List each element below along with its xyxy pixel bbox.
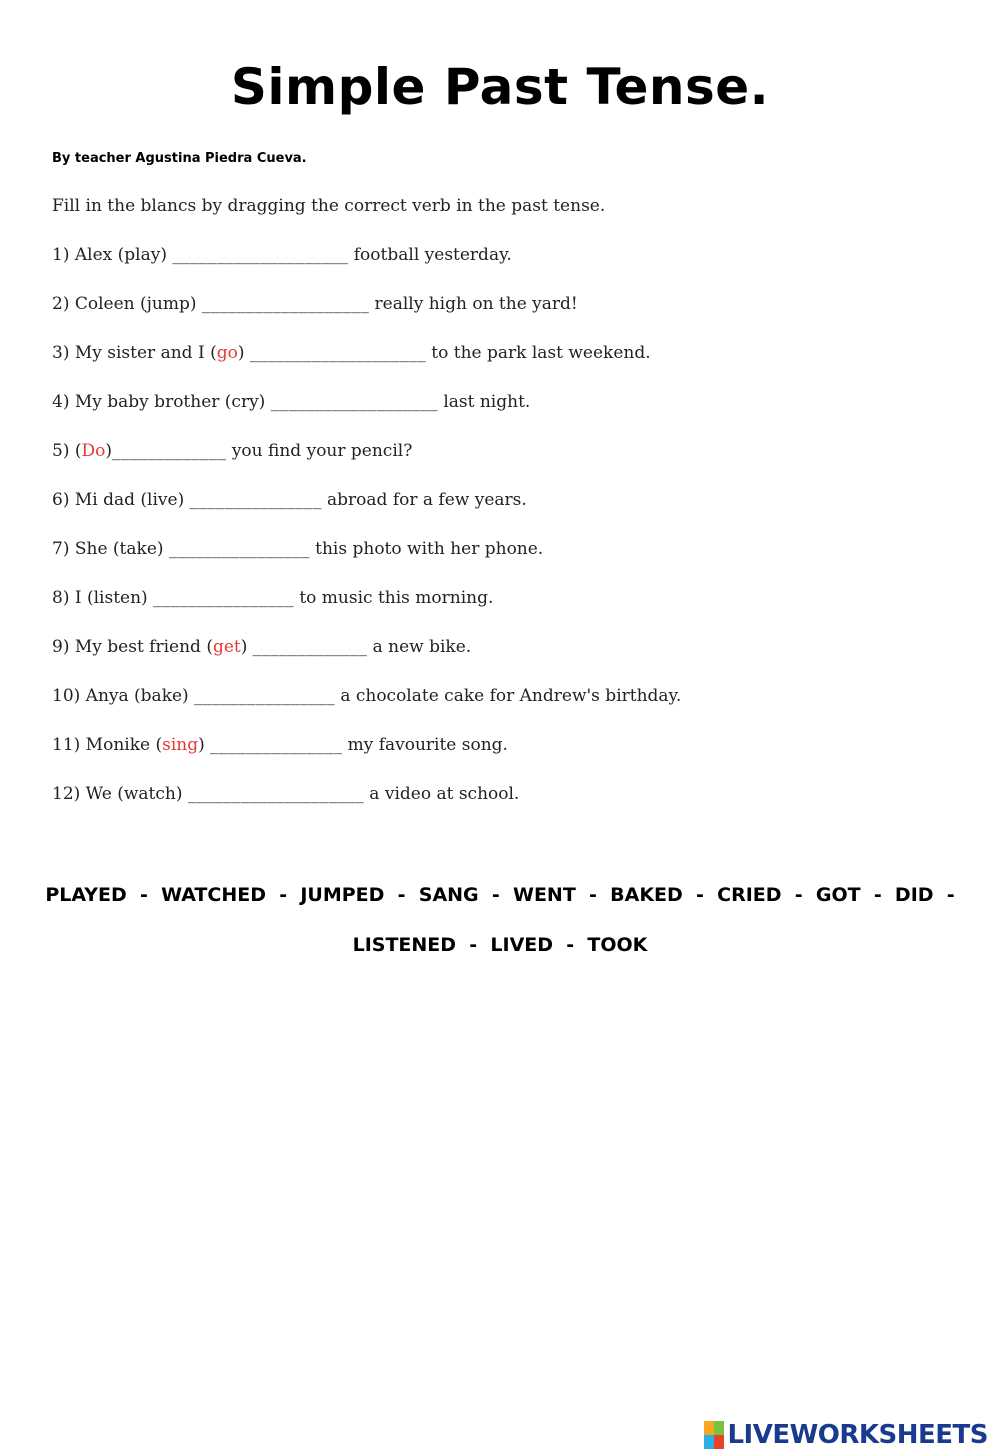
answer-blank[interactable]: ________________ bbox=[168, 539, 310, 559]
answer-blank[interactable]: ____________________ bbox=[172, 245, 349, 265]
paren-close: ) bbox=[198, 735, 205, 755]
answer-blank[interactable]: ___________________ bbox=[201, 294, 370, 314]
exercise-number: 5) bbox=[52, 441, 70, 461]
exercise-prompt: Mi dad (live) bbox=[74, 490, 185, 510]
exercise-item bbox=[52, 441, 952, 461]
exercise-item bbox=[52, 637, 952, 657]
exercise-continuation: last night. bbox=[443, 392, 531, 412]
exercise-prompt: My baby brother (cry) bbox=[74, 392, 266, 412]
exercise-continuation: a video at school. bbox=[369, 784, 520, 804]
paren-close: ) bbox=[240, 637, 248, 657]
exercise-item bbox=[52, 588, 952, 608]
logo-text: LIVEWORKSHEETS bbox=[727, 1420, 988, 1450]
exercise-prompt: My sister and I ( bbox=[74, 343, 217, 363]
exercise-item bbox=[52, 735, 952, 755]
answer-blank[interactable]: _____________ bbox=[112, 441, 227, 461]
exercise-item bbox=[52, 490, 952, 510]
exercise-number: 11) bbox=[52, 735, 81, 755]
exercise-item bbox=[52, 784, 952, 804]
exercise-number: 8) bbox=[52, 588, 70, 608]
exercise-item bbox=[52, 294, 952, 314]
exercise-number: 10) bbox=[52, 686, 81, 706]
exercise-prompt: My best friend ( bbox=[74, 637, 213, 657]
answer-blank[interactable]: ________________ bbox=[153, 588, 294, 608]
exercise-continuation: my favourite song. bbox=[347, 735, 508, 755]
author-credit: By teacher Agustina Piedra Cueva. bbox=[52, 151, 307, 166]
irregular-verb-hint: Do bbox=[81, 441, 106, 461]
irregular-verb-hint: get bbox=[212, 637, 241, 657]
word-bank-line-1: PLAYED - WATCHED - JUMPED - SANG - WENT - BAKED - CRIED - GOT - DID - bbox=[45, 884, 955, 906]
exercise-continuation: really high on the yard! bbox=[374, 294, 578, 314]
exercise-continuation: a new bike. bbox=[372, 637, 472, 657]
exercise-number: 3) bbox=[52, 343, 70, 363]
answer-blank[interactable]: ___________________ bbox=[270, 392, 438, 412]
exercise-number: 2) bbox=[52, 294, 70, 314]
exercise-item bbox=[52, 686, 952, 706]
exercise-continuation: abroad for a few years. bbox=[327, 490, 527, 510]
exercise-continuation: to music this morning. bbox=[299, 588, 494, 608]
answer-blank[interactable]: ____________________ bbox=[187, 784, 364, 804]
exercise-item bbox=[52, 245, 952, 265]
exercise-item bbox=[52, 539, 952, 559]
answer-blank[interactable]: ____________________ bbox=[249, 343, 426, 363]
exercise-continuation: a chocolate cake for Andrew's birthday. bbox=[340, 686, 682, 706]
liveworksheets-logo bbox=[704, 1420, 988, 1450]
paren-close: ) bbox=[105, 441, 113, 461]
answer-blank[interactable]: _____________ bbox=[252, 637, 368, 657]
exercise-number: 9) bbox=[52, 637, 70, 657]
exercise-prompt: Monike ( bbox=[85, 735, 163, 755]
exercise-prompt: She (take) bbox=[74, 539, 164, 559]
irregular-verb-hint: sing bbox=[162, 735, 199, 755]
exercise-prompt: Anya (bake) bbox=[85, 686, 189, 706]
exercise-prompt: Coleen (jump) bbox=[74, 294, 197, 314]
word-bank-line-2: LISTENED - LIVED - TOOK bbox=[352, 934, 648, 956]
answer-blank[interactable]: _______________ bbox=[189, 490, 322, 510]
exercise-continuation: to the park last weekend. bbox=[431, 343, 651, 363]
exercise-continuation: this photo with her phone. bbox=[315, 539, 544, 559]
exercise-prompt: ( bbox=[74, 441, 82, 461]
exercise-item bbox=[52, 392, 952, 412]
paren-close: ) bbox=[237, 343, 245, 363]
exercise-prompt: Alex (play) bbox=[74, 245, 167, 265]
exercise-number: 1) bbox=[52, 245, 70, 265]
exercise-number: 12) bbox=[52, 784, 81, 804]
answer-blank[interactable]: _______________ bbox=[210, 735, 343, 755]
exercise-number: 4) bbox=[52, 392, 70, 412]
exercise-prompt: We (watch) bbox=[85, 784, 183, 804]
exercise-continuation: you find your pencil? bbox=[231, 441, 413, 461]
logo-mark-icon bbox=[704, 1421, 724, 1449]
exercise-number: 6) bbox=[52, 490, 70, 510]
exercise-continuation: football yesterday. bbox=[353, 245, 512, 265]
exercise-number: 7) bbox=[52, 539, 70, 559]
exercise-prompt: I (listen) bbox=[74, 588, 148, 608]
instructions: Fill in the blancs by dragging the correct verb in the past tense. bbox=[52, 196, 606, 216]
exercise-item bbox=[52, 343, 952, 363]
answer-blank[interactable]: ________________ bbox=[194, 686, 335, 706]
page-title: Simple Past Tense. bbox=[230, 58, 770, 116]
irregular-verb-hint: go bbox=[216, 343, 238, 363]
